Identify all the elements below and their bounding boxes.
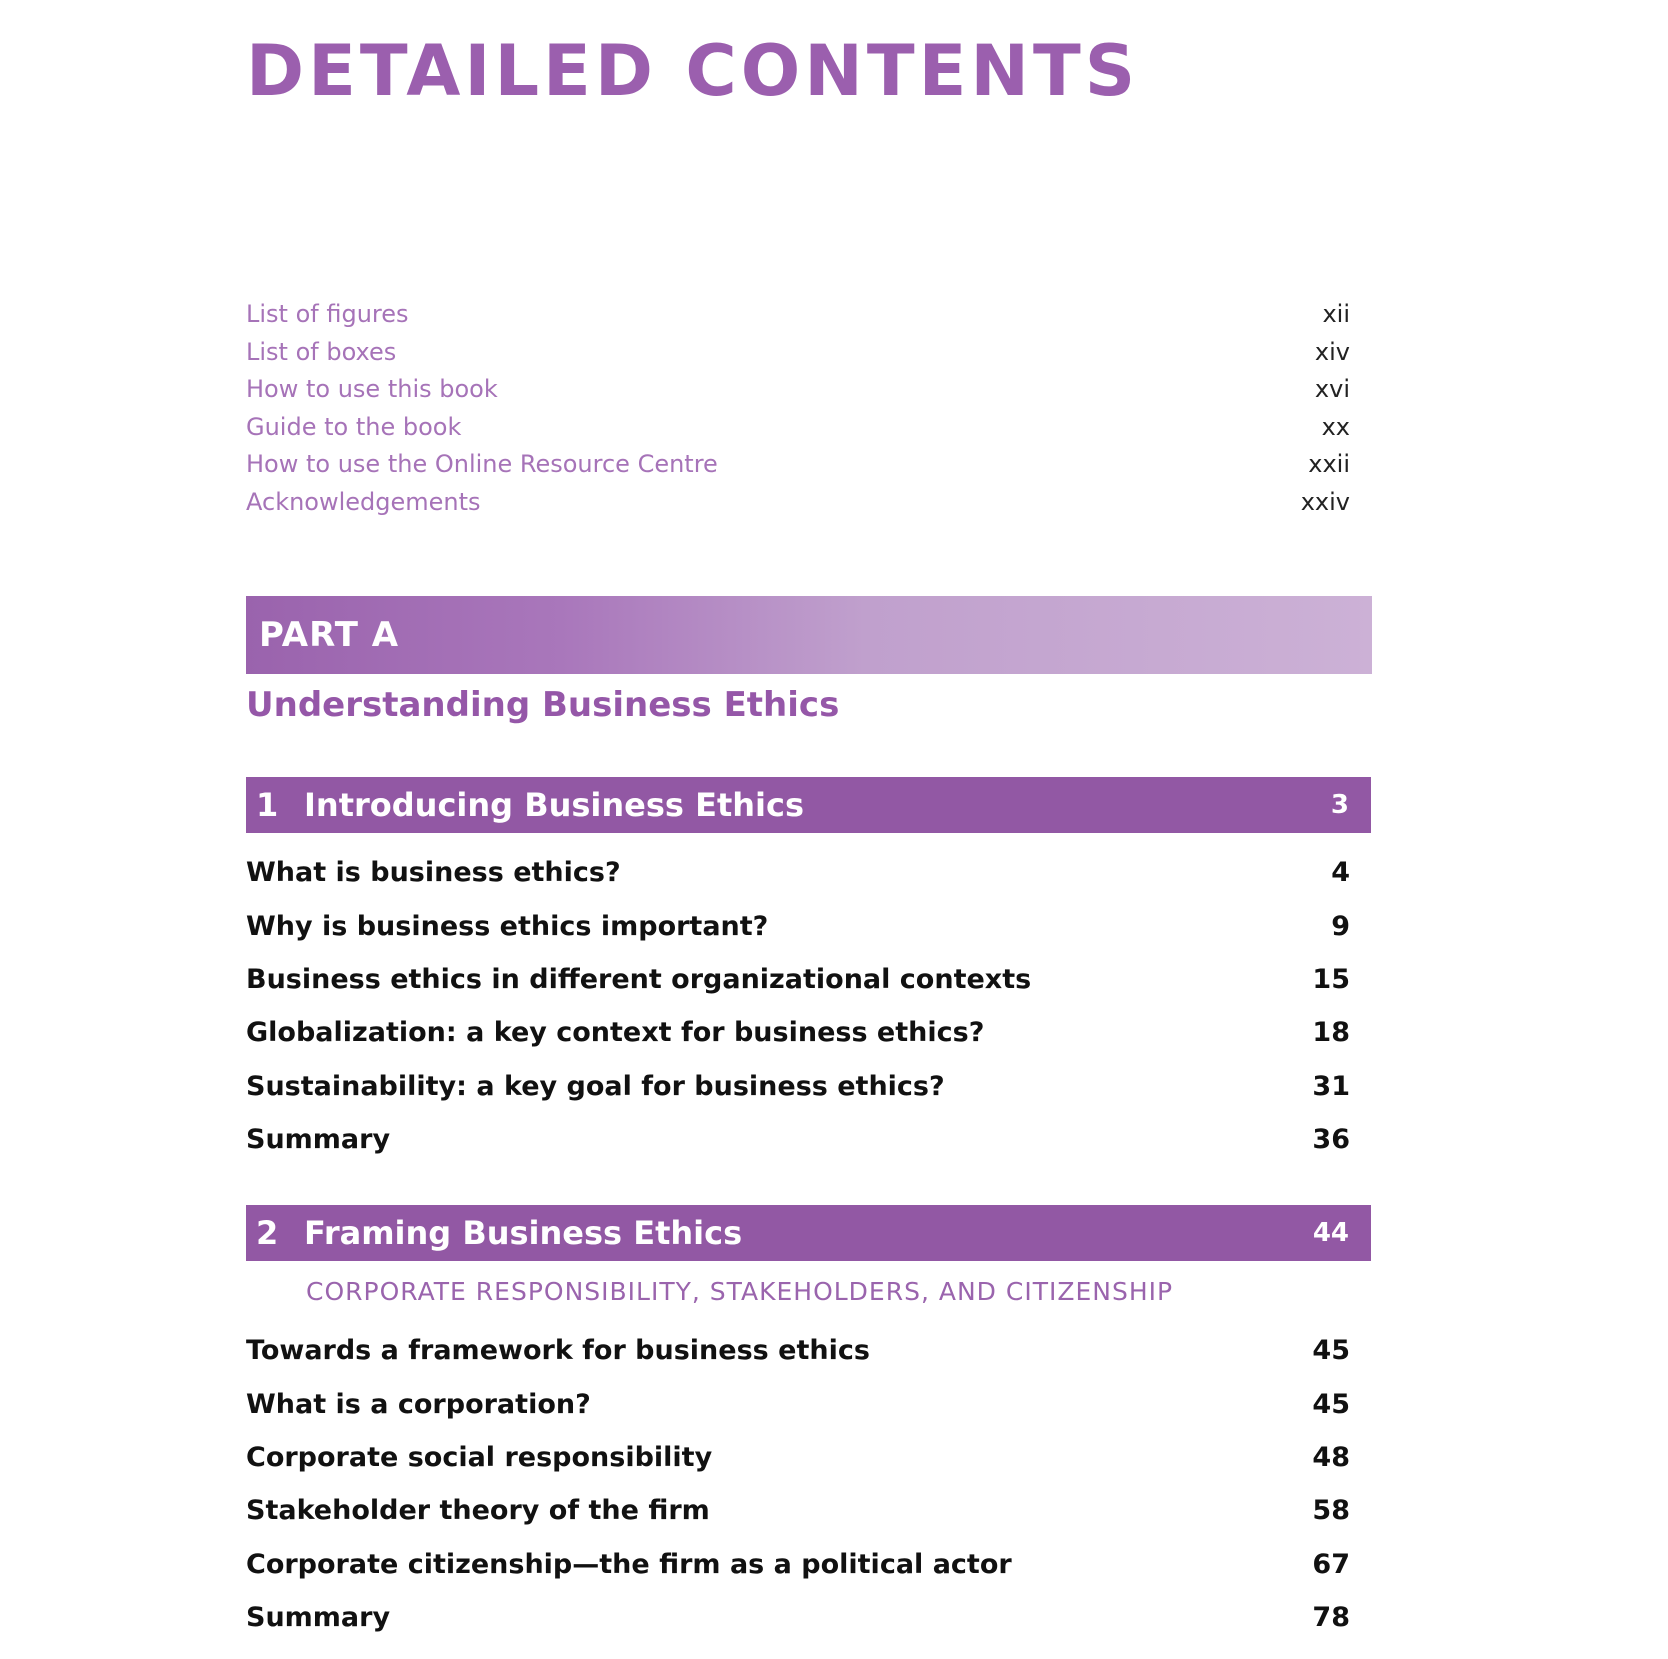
front-matter-item[interactable] [246,488,1350,526]
section-page: 45 [1312,1388,1350,1420]
section-page: 36 [1312,1124,1350,1156]
section-item[interactable] [246,1484,1350,1537]
chapter-page: 44 [1312,1218,1349,1248]
section-item[interactable] [246,1113,1350,1166]
section-page: 18 [1312,1017,1350,1049]
chapter-page: 3 [1330,790,1349,820]
section-item[interactable] [246,1060,1350,1113]
front-matter-page: xvi [1314,375,1350,403]
section-title: Towards a framework for business ethics [246,1335,870,1367]
section-item[interactable] [246,1538,1350,1591]
chapter-header-1[interactable] [246,777,1371,833]
section-item[interactable] [246,899,1350,952]
section-title: What is business ethics? [246,857,621,889]
section-page: 31 [1312,1070,1350,1102]
section-item[interactable] [246,1324,1350,1377]
chapter-header-2[interactable] [246,1205,1371,1261]
section-title: Corporate citizenship—the firm as a political actor [246,1548,1012,1580]
section-page: 48 [1312,1441,1350,1473]
front-matter-list [246,300,1350,525]
section-page: 9 [1331,910,1350,942]
section-title: Corporate social responsibility [246,1441,713,1473]
section-item[interactable] [246,953,1350,1006]
front-matter-label: Acknowledgements [246,487,481,516]
section-item[interactable] [246,1431,1350,1484]
section-title: Why is business ethics important? [246,910,769,942]
front-matter-page: xii [1322,300,1350,328]
section-item[interactable] [246,1377,1350,1430]
front-matter-page: xxii [1308,450,1350,478]
section-title: Summary [246,1124,391,1156]
front-matter-label: List of boxes [246,337,397,366]
part-label: PART A [259,615,400,655]
section-item[interactable] [246,1591,1350,1644]
part-header-band [246,596,1372,674]
front-matter-label: How to use this book [246,375,498,403]
front-matter-item[interactable] [246,450,1350,488]
front-matter-item[interactable] [246,375,1350,413]
part-subtitle: Understanding Business Ethics [246,685,840,725]
front-matter-item[interactable] [246,413,1350,451]
section-item[interactable] [246,846,1350,899]
section-item[interactable] [246,1006,1350,1059]
section-page: 67 [1312,1548,1350,1580]
section-title: Globalization: a key context for business ethics? [246,1017,985,1049]
chapter-number: 2 [256,1214,279,1252]
front-matter-page: xxiv [1300,487,1350,516]
chapter-2-sections [246,1324,1350,1644]
section-page: 4 [1331,857,1350,889]
section-title: Stakeholder theory of the firm [246,1495,710,1527]
chapter-tagline: CORPORATE RESPONSIBILITY, STAKEHOLDERS, AND CITIZENSHIP [306,1277,1174,1306]
front-matter-label: List of figures [246,300,409,328]
page-title: DETAILED CONTENTS [246,30,1140,112]
section-title: Sustainability: a key goal for business ethics? [246,1070,945,1102]
chapter-title: Introducing Business Ethics [304,786,805,824]
front-matter-item[interactable] [246,300,1350,338]
chapter-number: 1 [256,786,279,824]
front-matter-page: xiv [1314,337,1350,366]
section-page: 15 [1312,963,1350,995]
front-matter-label: Guide to the book [246,412,462,441]
section-title: What is a corporation? [246,1388,591,1420]
section-page: 58 [1312,1495,1350,1527]
front-matter-label: How to use the Online Resource Centre [246,450,718,478]
section-page: 45 [1312,1335,1350,1367]
chapter-1-sections [246,846,1350,1166]
chapter-title: Framing Business Ethics [304,1214,743,1252]
front-matter-item[interactable] [246,338,1350,376]
section-title: Summary [246,1602,391,1634]
section-page: 78 [1312,1602,1350,1634]
front-matter-page: xx [1321,412,1350,441]
section-title: Business ethics in different organizational contexts [246,963,1032,995]
